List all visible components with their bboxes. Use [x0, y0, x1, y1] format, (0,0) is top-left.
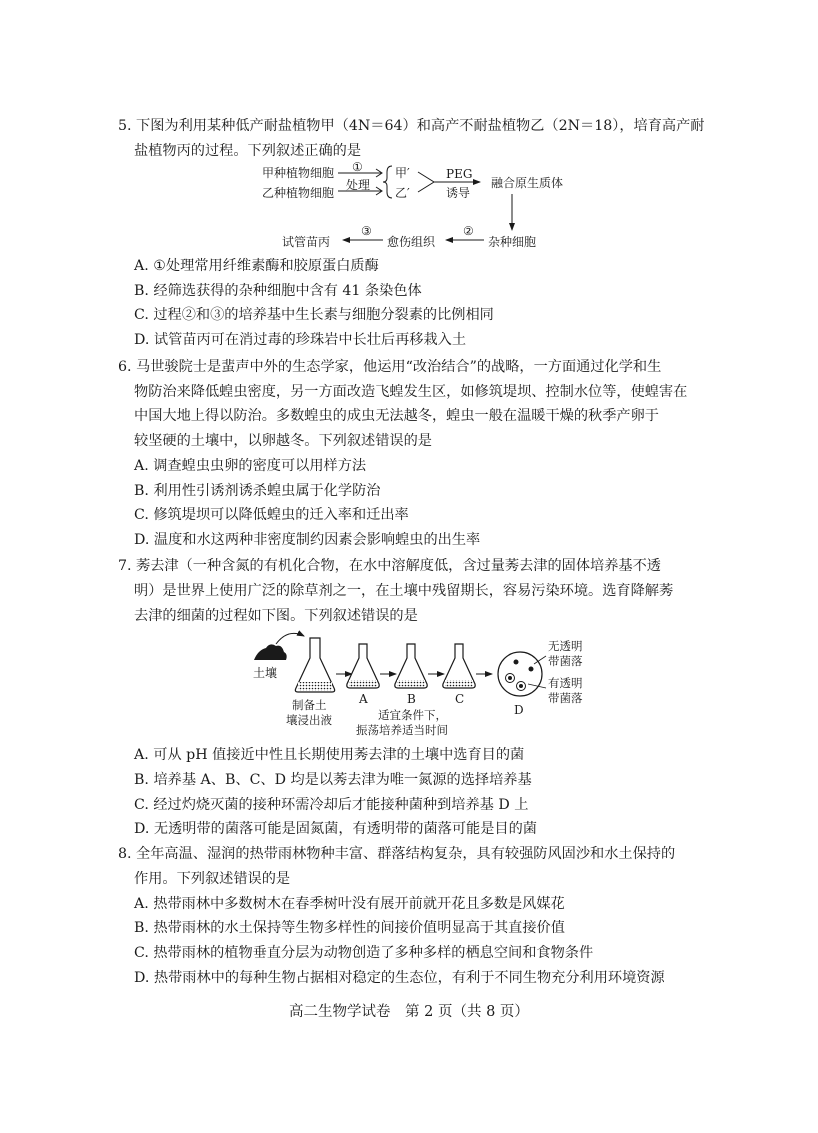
- q7-option-a: A. 可从 pH 值接近中性且长期使用莠去津的土壤中选育目的菌: [134, 747, 525, 763]
- q8-option-b: B. 热带雨林的水土保持等生物多样性的间接价值明显高于其直接价值: [134, 920, 565, 936]
- q5-stem-line-2: 盐植物丙的过程。下列叙述正确的是: [134, 143, 362, 159]
- q6-stem-line-2: 物防治来降低蝗虫密度，另一方面改造飞蝗发生区，如修筑堤坝、控制水位等，使蝗害在: [134, 384, 688, 400]
- petri-dish-icon: [498, 652, 542, 696]
- q5-option-d: D. 试管苗丙可在消过毒的珍珠岩中长壮后再移栽入土: [134, 332, 467, 348]
- q7-stem-line-1: 7. 莠去津（一种含氮的有机化合物，在水中溶解度低，含过量莠去津的固体培养基不透: [118, 558, 661, 574]
- q6-option-a: A. 调查蝗虫虫卵的密度可以用样方法: [134, 458, 367, 474]
- q5-option-b: B. 经筛选获得的杂种细胞中含有 41 条染色体: [134, 283, 422, 299]
- q8-option-a: A. 热带雨林中多数树木在春季树叶没有展开前就开花且多数是风媒花: [134, 896, 565, 912]
- q5-peg: PEG: [446, 167, 473, 181]
- q5-step1-mark: ①: [352, 160, 363, 174]
- q7-halo-line-2: 带菌落: [548, 691, 583, 705]
- q8-stem-line-2: 作用。下列叙述错误的是: [134, 871, 291, 887]
- q5-induce: 诱导: [446, 186, 471, 200]
- q7-no-halo-line-1: 无透明: [548, 639, 583, 653]
- q7-condition-line-1: 适宜条件下，: [378, 708, 447, 722]
- q5-callus: 愈伤组织: [387, 235, 436, 249]
- q5-option-c: C. 过程②和③的培养基中生长素与细胞分裂素的比例相同: [134, 307, 494, 323]
- q5-cell-a: 甲种植物细胞: [262, 166, 335, 180]
- q7-prep-line-1: 制备土: [292, 698, 327, 712]
- flask-extract-icon: [295, 638, 334, 692]
- flask-c-icon: [443, 644, 475, 688]
- q6-stem-line-4: 较坚硬的土壤中，以卵越冬。下列叙述错误的是: [134, 433, 432, 449]
- q7-condition-line-2: 振荡培养适当时间: [356, 723, 448, 737]
- q6-option-b: B. 利用性引诱剂诱杀蝗虫属于化学防治: [134, 483, 381, 499]
- q8-option-d: D. 热带雨林中的每种生物占据相对稳定的生态位，有利于不同生物充分利用环境资源: [134, 970, 665, 986]
- q7-soil-label: 土壤: [253, 666, 278, 680]
- q5-cell-b: 乙种植物细胞: [262, 186, 335, 200]
- q5-step2-mark: ②: [463, 224, 474, 238]
- flask-b-icon: [395, 644, 427, 688]
- q8-option-c: C. 热带雨林的植物垂直分层为动物创造了多种多样的栖息空间和食物条件: [134, 945, 594, 961]
- q6-option-c: C. 修筑堤坝可以降低蝗虫的迁入率和迁出率: [134, 507, 409, 523]
- soil-pile-icon: [254, 644, 287, 660]
- q5-hybrid: 杂种细胞: [488, 235, 537, 249]
- q6-stem-line-1: 6. 马世骏院士是蜚声中外的生态学家，他运用“改治结合”的战略，一方面通过化学和生: [118, 359, 662, 375]
- q7-prep-line-2: 壤浸出液: [286, 713, 332, 727]
- q7-no-halo-line-2: 带菌落: [548, 654, 583, 668]
- q5-fused: 融合原生质体: [491, 176, 564, 190]
- q5-option-a: A. ①处理常用纤维素酶和胶原蛋白质酶: [134, 258, 379, 274]
- q5-proto-a: 甲′: [395, 166, 410, 180]
- q7-flask-a-label: A: [359, 692, 368, 706]
- page-footer: 高二生物学试卷 第 2 页（共 8 页）: [289, 1004, 529, 1020]
- q5-step1-label: 处理: [346, 178, 371, 192]
- q5-stem-line-1: 5. 下图为利用某种低产耐盐植物甲（4N＝64）和高产不耐盐植物乙（2N＝18），培育高产耐: [118, 118, 705, 134]
- q7-stem-line-3: 去津的细菌的过程如下图。下列叙述错误的是: [134, 608, 418, 624]
- q5-proto-b: 乙′: [395, 186, 410, 200]
- q7-option-b: B. 培养基 A、B、C、D 均是以莠去津为唯一氮源的选择培养基: [134, 772, 532, 788]
- q6-option-d: D. 温度和水这两种非密度制约因素会影响蝗虫的出生率: [134, 532, 481, 548]
- q7-stem-line-2: 明）是世界上使用广泛的除草剂之一，在土壤中残留期长，容易污染环境。选育降解莠: [134, 583, 674, 599]
- q8-stem-line-1: 8. 全年高温、湿润的热带雨林物种丰富、群落结构复杂，具有较强防风固沙和水土保持的: [118, 846, 676, 862]
- q7-option-d: D. 无透明带的菌落可能是固氮菌，有透明带的菌落可能是目的菌: [134, 821, 537, 837]
- q7-option-c: C. 经过灼烧灭菌的接种环需冷却后才能接种菌种到培养基 D 上: [134, 797, 529, 813]
- q5-plantlet: 试管苗丙: [282, 235, 331, 249]
- q5-diagram: [240, 160, 600, 255]
- q7-diagram: [248, 630, 618, 740]
- q6-stem-line-3: 中国大地上得以防治。多数蝗虫的成虫无法越冬，蝗虫一般在温暖干燥的秋季产卵于: [134, 408, 659, 424]
- q7-plate-label: D: [514, 703, 524, 717]
- q7-halo-line-1: 有透明: [548, 676, 583, 690]
- q5-step3-mark: ③: [361, 224, 372, 238]
- q5-brace: [383, 166, 392, 198]
- q7-flask-c-label: C: [455, 692, 465, 706]
- flask-a-icon: [347, 644, 379, 688]
- q7-flask-b-label: B: [407, 692, 416, 706]
